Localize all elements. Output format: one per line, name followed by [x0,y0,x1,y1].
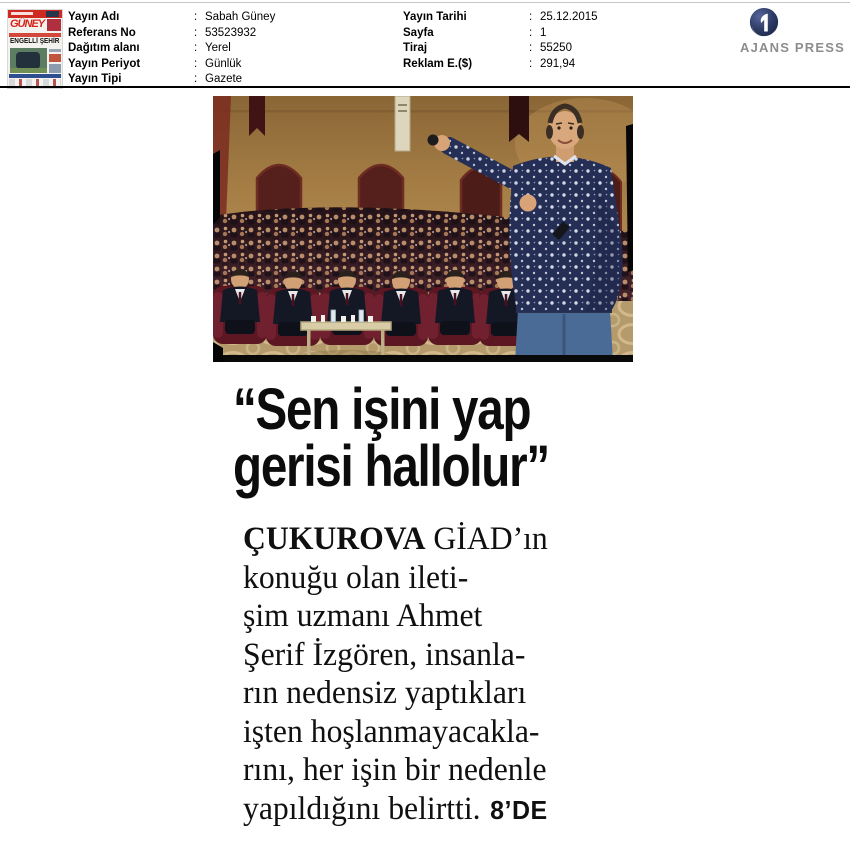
publication-meta-right [403,10,598,72]
thumbnail-side-block-2 [49,54,61,62]
meta-value: Yerel [205,42,231,55]
body-line-end: yapıldığını belirtti. [243,790,481,827]
meta-value: Gazete [205,73,243,86]
body-line-last [243,790,548,830]
thumbnail-masthead-photo [47,19,61,31]
thumbnail-headline: ENGELLİ ŞEHİR [10,38,60,45]
thumbnail-photo-ground [10,68,47,73]
lead-word: ÇUKUROVA [243,521,426,557]
meta-colon: : [194,42,198,55]
meta-label: Dağıtım alanı [68,42,140,55]
meta-colon: : [194,26,198,39]
body-line: işten hoşlanmayacakla- [243,713,540,750]
meta-label: Yayın Tarihi [403,11,467,23]
meta-row-reklam [403,57,598,73]
meta-value: 55250 [540,42,572,55]
meta-row-tiraj [403,41,598,57]
page-ref: 8’DE [490,794,548,825]
article-headline [233,377,549,499]
meta-colon: : [529,42,533,55]
meta-label: Yayın Periyot [68,57,141,70]
headline-line-1: “Sen işini yap [233,377,531,442]
meta-label: Tiraj [403,42,428,55]
meta-colon: : [529,57,533,70]
meta-row-dagitim-alani [68,41,275,57]
thumbnail-photo-subject [16,52,40,69]
meta-value: 53523932 [205,26,257,39]
meta-colon: : [529,11,533,23]
globe-icon [748,7,780,39]
body-line: rın nedensiz yaptıkları [243,675,527,711]
thumbnail-top-text-block [11,12,33,15]
meta-colon: : [529,26,533,39]
meta-row-yayin-adi [68,10,275,26]
logo-text: AJANS PRESS [740,40,845,55]
body-line: konuğu olan ileti- [243,559,469,596]
headline-line-2: gerisi hallolur” [233,434,549,499]
meta-colon: : [194,57,198,70]
thumbnail-top-strip [8,10,62,18]
meta-label: Sayfa [403,26,434,39]
lead-rest: GİAD’ın [425,521,548,557]
meta-row-sayfa [403,26,598,42]
meta-value: Sabah Güney [205,11,276,23]
meta-label: Yayın Adı [68,11,120,23]
meta-label: Referans No [68,26,136,39]
meta-row-yayin-periyot [68,57,275,73]
thumbnail-blue-bar [9,74,61,78]
thumbnail-side-block-1 [49,49,61,52]
body-line: Şerif İzgören, insanla- [243,636,526,673]
top-divider [0,2,850,3]
meta-label: Yayın Tipi [68,73,122,86]
body-line [243,520,548,559]
publication-meta-left [68,10,275,88]
meta-colon: : [194,11,198,23]
meta-value: 291,94 [540,57,576,70]
thumbnail-main-photo [10,48,47,73]
meta-row-referans-no [68,26,275,42]
meta-label: Reklam E.($) [403,57,473,70]
article-body [243,520,548,829]
thumbnail-side-block-3 [49,64,61,73]
body-line: şim uzmanı Ahmet [243,598,483,634]
meta-colon: : [194,73,198,86]
thumbnail-top-photo-block [46,11,59,17]
article-photo [213,96,633,362]
meta-value: 25.12.2015 [540,11,598,23]
newspaper-thumbnail [8,10,62,88]
meta-value: 1 [540,26,547,39]
body-line: rını, her işin bir nedenle [243,752,547,788]
thumbnail-red-bar [9,33,61,37]
meta-value: Günlük [205,57,242,70]
header-divider [0,86,850,88]
meta-row-yayin-tarihi [403,10,598,26]
thumbnail-masthead: GÜNEY [10,18,45,30]
